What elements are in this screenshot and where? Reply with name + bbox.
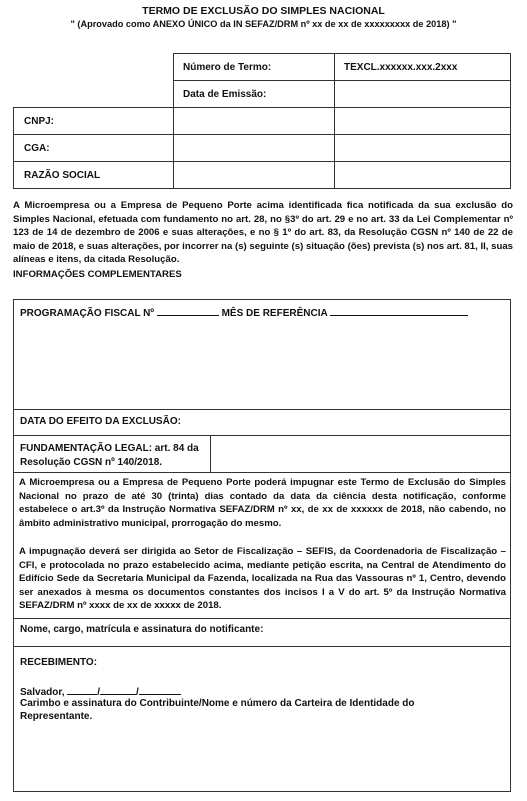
document-subtitle: " (Aprovado como ANEXO ÚNICO da IN SEFAZ/DRM nº xx de xx de xxxxxxxxx de 2018) "	[70, 19, 457, 29]
razao-social-label: RAZÃO SOCIAL	[24, 170, 101, 181]
mes-referencia-blank[interactable]	[330, 306, 468, 316]
receipt-date-line	[20, 685, 181, 698]
taxpayer-divider-2	[334, 107, 335, 189]
programacao-blank[interactable]	[157, 306, 219, 316]
local-label: Salvador,	[20, 687, 65, 698]
date-separator-2: /	[136, 687, 139, 698]
document-title: TERMO DE EXCLUSÃO DO SIMPLES NACIONAL	[142, 5, 385, 17]
cnpj-row	[13, 107, 511, 135]
term-number-value[interactable]: TEXCL.xxxxxx.xxx.2xxx	[344, 62, 458, 73]
programacao-line	[20, 306, 468, 319]
issue-date-label: Data de Emissão:	[183, 89, 267, 100]
fundamentacao-divider	[210, 435, 211, 473]
carimbo-line-2: Representante.	[20, 711, 93, 722]
mes-referencia-label: MÊS DE REFERÊNCIA	[221, 308, 328, 319]
receipt-month-blank[interactable]	[100, 685, 136, 695]
cnpj-label: CNPJ:	[24, 116, 55, 127]
fundamentacao-line-1: FUNDAMENTAÇÃO LEGAL: art. 84 da	[20, 443, 199, 454]
fundamentacao-line-2: Resolução CGSN nº 140/2018.	[20, 457, 163, 468]
cga-label: CGA:	[24, 143, 50, 154]
programacao-label: PROGRAMAÇÃO FISCAL Nº	[20, 308, 155, 319]
carimbo-line-1: Carimbo e assinatura do Contribuinte/Nome e número da Carteira de Identidade do	[20, 698, 415, 709]
date-separator-1: /	[97, 687, 101, 698]
impugnacao-text: A Microempresa ou a Empresa de Pequeno Porte poderá impugnar este Termo de Exclusão do Simples Nacional no prazo de até 30 (trinta) dias contado da data da ciência desta notificação, conforme estabelece o art.3º da Instrução Normativa SEFAZ/DRM nº xx, de xx de xxxxxx de 2018, não cabendo, no âmbito administrativo municipal, prorrogação do mesmo.	[19, 477, 506, 529]
recebimento-label: RECEBIMENTO:	[20, 657, 98, 668]
notificante-label: Nome, cargo, matrícula e assinatura do notificante:	[20, 624, 264, 635]
info-heading: INFORMAÇÕES COMPLEMENTARES	[13, 269, 182, 280]
term-table-divider	[334, 53, 335, 108]
cga-row	[13, 134, 511, 162]
receipt-year-blank[interactable]	[139, 685, 181, 695]
receipt-day-blank[interactable]	[67, 685, 97, 695]
taxpayer-divider-1	[173, 107, 174, 189]
data-efeito-label: DATA DO EFEITO DA EXCLUSÃO:	[20, 416, 181, 427]
enderecamento-text: A impugnação deverá ser dirigida ao Setor de Fiscalização – SEFIS, da Coordenadoria de Fiscalização – CFI, e protocolada no prazo estabelecido acima, mediante petição escrita, na Central de Atendimento do Edifício Sede da Secretaria Municipal da Fazenda, localizada na Rua das Vassouras nº 1, Centro, devendo ser anexados à mesma os documentos constantes dos incisos I a V do art. 5º da Instrução Normativa SEFAZ/DRM nº xxxx de xx de xxxxx de 2018.	[19, 546, 506, 612]
exclusion-notice-text: A Microempresa ou a Empresa de Pequeno Porte acima identificada fica notificada da sua exclusão do Simples Nacional, efetuada com fundamento no art. 28, no §3º do art. 29 e no art. 33 da Lei Complementar nº 123 de 14 de dezembro de 2006 e suas alterações, e no § 1º do art. 83, da Resolução CGSN nº 140 de 22 de maio de 2018, e suas alterações, por incorrer na (s) seguinte (s) situação (ões) prevista (s) nos art. 81, II, suas alíneas e itens, da citada Resolução.	[13, 200, 513, 266]
term-number-label: Número de Termo:	[183, 62, 272, 73]
